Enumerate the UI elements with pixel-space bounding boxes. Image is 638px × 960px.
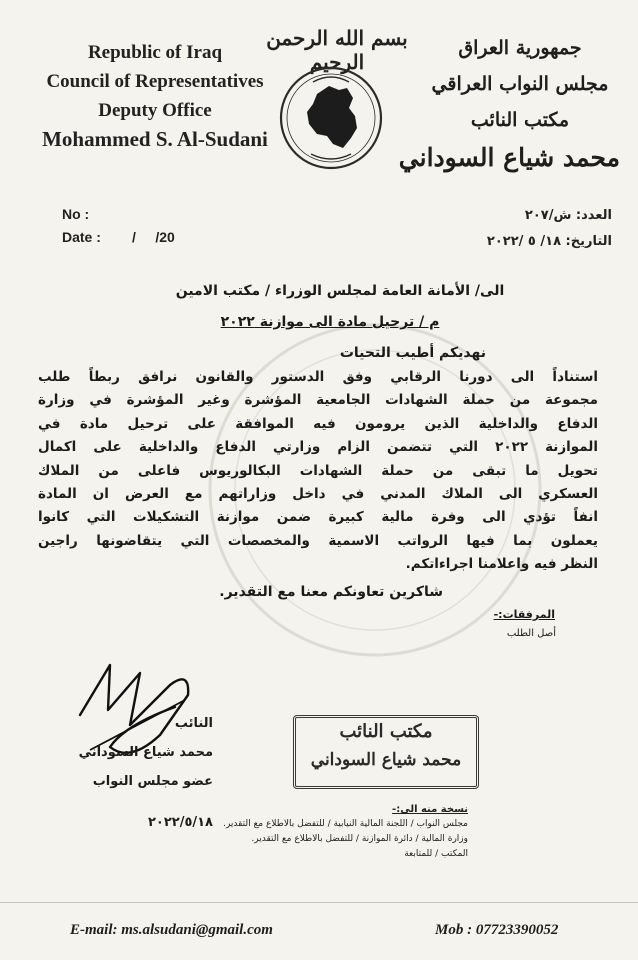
signature-role: عضو مجلس النواب [92, 774, 213, 789]
body-line: الموازنة ٢٠٢٢ التي تتضمن الزام وزارتي الدفاع والداخلية على اكمال [38, 439, 598, 456]
ar-line-name: محمد شياع السوداني [398, 143, 620, 172]
ar-line-office: مكتب النائب [470, 109, 570, 131]
ar-line-council: مجلس النواب العراقي [431, 73, 609, 95]
date-value: / /20 [132, 229, 175, 245]
letter-body [38, 366, 598, 577]
en-line-office: Deputy Office [98, 100, 212, 121]
signature-name: محمد شياع السوداني [78, 745, 213, 760]
body-line: يعملون بما فيها الرواتب الاسمية والمخصصات التي يتقاضونها راجين [38, 532, 598, 549]
footer-email: E-mail: ms.alsudani@gmail.com [70, 922, 273, 938]
closing-line: شاكرين تعاونكم معنا مع التقدير. [219, 584, 443, 600]
stamp-line-name: محمد شياع السوداني [310, 750, 462, 770]
footer-divider [0, 902, 638, 903]
en-line-name: Mohammed S. Al-Sudani [42, 127, 268, 151]
arabic-letterhead [398, 30, 620, 178]
copies-item: المكتب / للمتابعة [404, 849, 468, 859]
copies-item: وزارة المالية / دائرة الموازنة / للتفضل بالاطلاع مع التقدير. [251, 834, 468, 844]
greeting: نهديكم أطيب التحيات [339, 345, 486, 361]
no-label: No : [62, 206, 90, 222]
office-stamp [293, 715, 479, 789]
footer-mobile: Mob : 07723390052 [435, 922, 559, 938]
english-letterhead [40, 38, 270, 154]
copies-title: نسخة منه الى:- [392, 804, 468, 815]
body-line: تحويل ما تبقى من حملة الشهادات البكالوريوس فاعلى من الملاك [38, 462, 598, 479]
body-last-line: النظر فيه واعلامنا اجراءاتكم. [405, 556, 598, 573]
body-line: مجموعة من حملة الشهادات الجامعية المؤشرة وغير المؤشرة في وزارة [38, 392, 598, 409]
en-line-council: Council of Representatives [46, 71, 264, 92]
date-label: Date : [62, 229, 101, 245]
body-line: انفاً تؤدي الى وفرة مالية كبيرة ضمن موازنة التشكيلات التي كانوا [38, 509, 598, 526]
basmala: بسم الله الرحمن الرحيم [266, 26, 408, 74]
attachments-item: أصل الطلب [506, 628, 556, 639]
recipient-line: الى/ الأمانة العامة لمجلس الوزراء / مكتب الامين [175, 283, 505, 299]
copies-block [208, 802, 468, 862]
attachments-title: المرفقات:- [493, 608, 555, 621]
stamp-line-office: مكتب النائب [339, 721, 433, 742]
subject-line: م / ترحيل مادة الى موازنة ٢٠٢٢ [220, 314, 440, 330]
ar-number: العدد: ش/٢٠٧ [524, 208, 612, 223]
signature-date: ٢٠٢٢/٥/١٨ [147, 815, 213, 830]
ar-date: التاريخ: ١٨/ ٥ /٢٠٢٢ [486, 234, 612, 249]
body-line: الدفاع والداخلية الذين يرومون فيه الموافقة على ترحيل مادة في [38, 415, 598, 432]
en-line-country: Republic of Iraq [87, 42, 223, 63]
copies-item: مجلس النواب / اللجنة المالية النيابية / للتفضل بالاطلاع مع التقدير. [223, 819, 468, 829]
iraq-map-emblem-icon [277, 64, 385, 172]
signature-title: النائب [174, 716, 213, 731]
body-line: العسكري الى الملاك المدني في داخل وزاراتهم مع العرض ان المادة [38, 486, 598, 503]
body-line: استناداً الى دورنا الرقابي وفق الدستور والقانون نرافق ربطاً طلب [38, 369, 598, 385]
ar-line-country: جمهورية العراق [458, 37, 582, 59]
